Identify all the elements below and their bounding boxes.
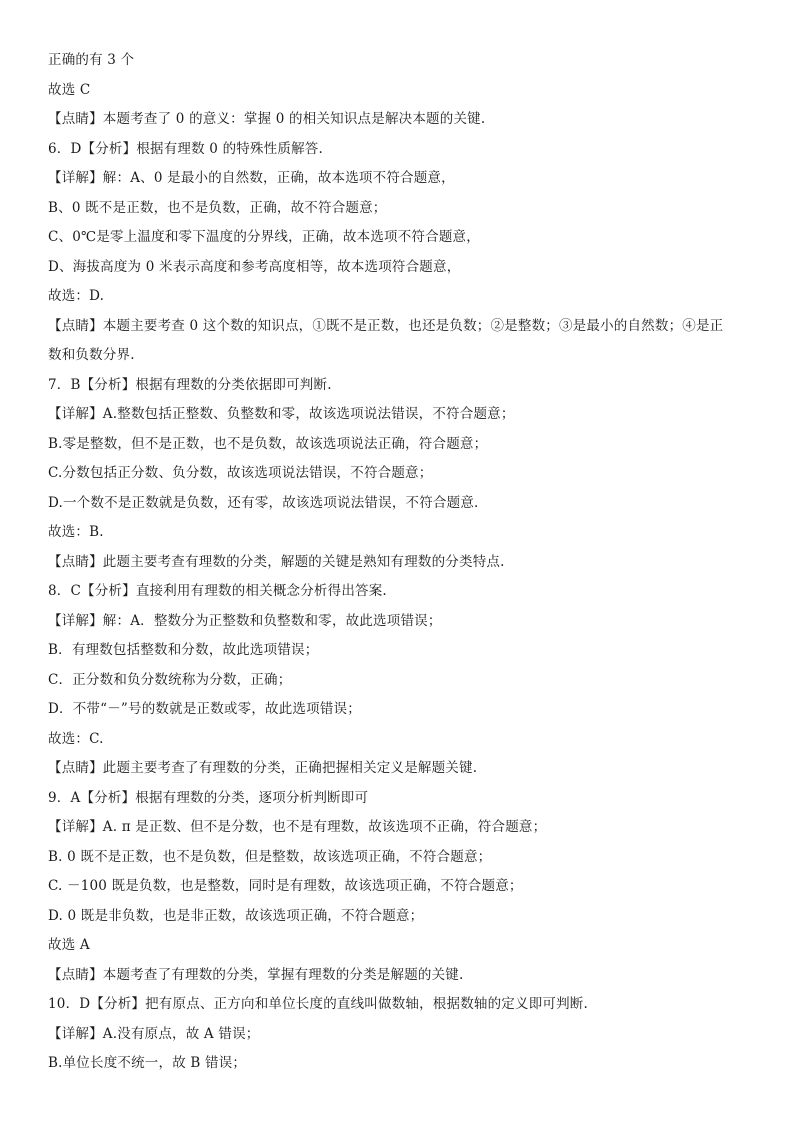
text-line: 数和负数分界. (48, 347, 135, 363)
text-line: 【详解】A.整数包括正整数、负整数和零，故该选项说法错误，不符合题意； (48, 406, 515, 422)
text-line: C. －100 既是负数，也是整数，同时是有理数，故该选项正确，不符合题意； (48, 878, 523, 894)
text-line: 故选：C. (48, 730, 104, 747)
text-line: 【详解】A.没有原点，故 A 错误； (48, 1025, 260, 1042)
text-line: D、海拔高度为 0 米表示高度和参考高度相等，故本选项符合题意， (48, 258, 461, 275)
text-line: D．不带“－”号的数就是正数或零，故此选项错误； (48, 701, 361, 717)
text-line: 【点睛】本题主要考查 0 这个数的知识点，①既不是正数，也还是负数；②是整数；③是最小的自然数；④是正 (48, 317, 724, 334)
text-line: 【点睛】本题考查了有理数的分类，掌握有理数的分类是解题的关键. (48, 966, 464, 983)
text-line: B.单位长度不统一，故 B 错误； (48, 1055, 247, 1071)
text-line: 【详解】解：A、0 是最小的自然数，正确，故本选项不符合题意， (48, 170, 455, 186)
text-line: B.零是整数，但不是正数，也不是负数，故该选项说法正确，符合题意； (48, 435, 488, 452)
text-line: 【详解】A. π 是正数、但不是分数，也不是有理数，故该选项不正确，符合题意； (48, 819, 547, 835)
text-line: C.分数包括正分数、负分数，故该选项说法错误，不符合题意； (48, 465, 433, 481)
question-6-heading: 6．D【分析】根据有理数 0 的特殊性质解答. (48, 140, 323, 157)
text-line: 故选 A (48, 937, 90, 953)
question-8-heading: 8．C【分析】直接利用有理数的相关概念分析得出答案. (48, 583, 387, 599)
question-10-heading: 10．D【分析】把有原点、正方向和单位长度的直线叫做数轴，根据数轴的定义即可判断. (48, 996, 588, 1012)
text-line: 【点睛】此题主要考查了有理数的分类，正确把握相关定义是解题关键. (48, 760, 478, 776)
text-line: C．正分数和负分数统称为分数，正确； (48, 671, 292, 688)
text-line: D. 0 既是非负数，也是非正数，故该选项正确，不符合题意； (48, 907, 424, 924)
answer-text-block (48, 46, 760, 1079)
text-line: 【详解】解：A．整数分为正整数和负整数和零，故此选项错误； (48, 612, 442, 629)
text-line: B、0 既不是正数，也不是负数，正确，故不符合题意； (48, 199, 387, 216)
question-9-heading: 9．A【分析】根据有理数的分类，逐项分析判断即可 (48, 789, 369, 806)
text-line: 【点睛】本题考查了 0 的意义：掌握 0 的相关知识点是解决本题的关键. (48, 111, 486, 127)
text-line: 故选 C (48, 81, 91, 98)
question-7-heading: 7．B【分析】根据有理数的分类依据即可判断. (48, 376, 332, 393)
text-line: B. 0 既不是正数，也不是负数，但是整数，故该选项正确，不符合题意； (48, 848, 492, 865)
text-line: 正确的有 3 个 (48, 52, 135, 68)
text-line: B．有理数包括整数和分数，故此选项错误； (48, 642, 319, 658)
text-line: 【点睛】此题主要考查有理数的分类，解题的关键是熟知有理数的分类特点. (48, 553, 505, 570)
text-line: 故选：D. (48, 288, 105, 304)
text-line: 故选：B. (48, 524, 104, 540)
text-line: C、0℃是零上温度和零下温度的分界线，正确，故本选项不符合题意， (48, 229, 480, 245)
text-line: D.一个数不是正数就是负数，还有零，故该选项说法错误，不符合题意. (48, 494, 479, 511)
